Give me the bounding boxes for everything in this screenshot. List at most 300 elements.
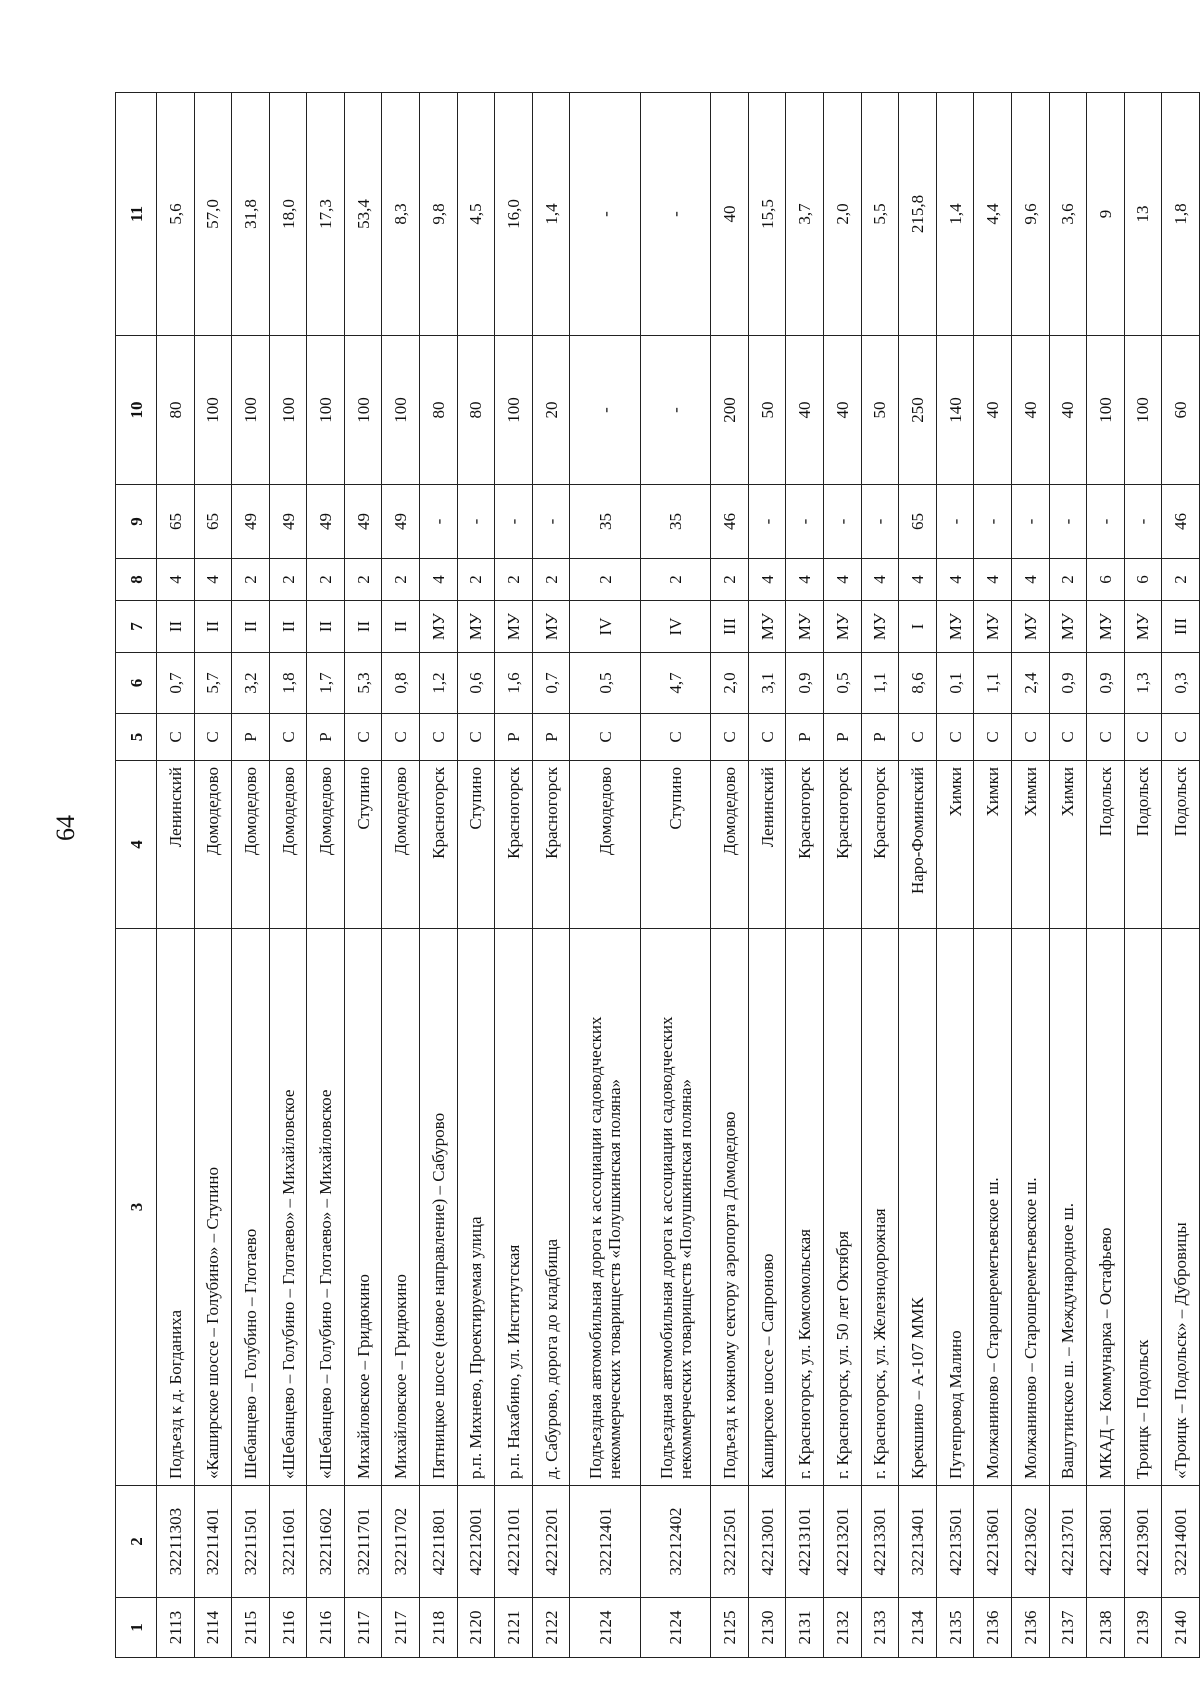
road-name-cell: Михайловское – Гридюкино: [344, 929, 382, 1486]
district-cell: Ступино: [344, 761, 382, 929]
row-number-cell: 2118: [420, 1598, 458, 1658]
lanes-cell: 6: [1087, 559, 1125, 601]
road-name-cell: Троицк – Подольск: [1124, 929, 1162, 1486]
district-cell: Домодедово: [232, 761, 270, 929]
ownership-cell: С: [640, 714, 710, 761]
lanes-cell: 2: [232, 559, 270, 601]
road-id-cell: 42213701: [1049, 1486, 1087, 1598]
width-cell: 65: [194, 485, 232, 559]
road-name-cell: Подъезд к южному сектору аэропорта Домодедово: [711, 929, 749, 1486]
category-cell: II: [382, 601, 420, 653]
category-cell: МУ: [532, 601, 570, 653]
category-cell: МУ: [974, 601, 1012, 653]
row-number-cell: 2135: [936, 1598, 974, 1658]
row-number-cell: 2115: [232, 1598, 270, 1658]
lanes-cell: 2: [1049, 559, 1087, 601]
table-row: [307, 93, 345, 1658]
row-number-cell: 2124: [570, 1598, 640, 1658]
length-cell: 1,3: [1124, 653, 1162, 714]
road-registry-table: [115, 92, 1200, 1658]
ownership-cell: С: [936, 714, 974, 761]
length-cell: 0,8: [382, 653, 420, 714]
road-name-cell: р.п. Михнево, Проектируемая улица: [457, 929, 495, 1486]
table-row: [232, 93, 270, 1658]
column-header: 4: [116, 761, 157, 929]
table-row: [861, 93, 899, 1658]
category-cell: МУ: [861, 601, 899, 653]
ownership-cell: Р: [495, 714, 533, 761]
ownership-cell: Р: [861, 714, 899, 761]
table-row: [974, 93, 1012, 1658]
district-cell: Красногорск: [824, 761, 862, 929]
district-cell: Химки: [974, 761, 1012, 929]
value-cell: 2,0: [824, 93, 862, 336]
ownership-cell: Р: [532, 714, 570, 761]
width-cell: -: [861, 485, 899, 559]
lanes-cell: 2: [307, 559, 345, 601]
road-id-cell: 32214001: [1162, 1486, 1200, 1598]
width-cell: 65: [157, 485, 195, 559]
lanes-cell: 4: [1011, 559, 1049, 601]
category-cell: МУ: [457, 601, 495, 653]
lanes-cell: 2: [457, 559, 495, 601]
lanes-cell: 4: [861, 559, 899, 601]
district-cell: Химки: [1049, 761, 1087, 929]
length-cell: 5,7: [194, 653, 232, 714]
traffic-cell: 100: [194, 336, 232, 485]
traffic-cell: 100: [1087, 336, 1125, 485]
length-cell: 3,1: [748, 653, 786, 714]
row-number-cell: 2131: [786, 1598, 824, 1658]
road-name-cell: Молжаниново – Старошереметьевское ш.: [1011, 929, 1049, 1486]
row-number-cell: 2117: [344, 1598, 382, 1658]
district-cell: Красногорск: [861, 761, 899, 929]
table-row: [1087, 93, 1125, 1658]
width-cell: 35: [640, 485, 710, 559]
traffic-cell: 100: [382, 336, 420, 485]
category-cell: МУ: [1011, 601, 1049, 653]
road-name-cell: Подъездная автомобильная дорога к ассоциации садоводческих некоммерческих товариществ «Полушкинская поляна»: [640, 929, 710, 1486]
length-cell: 0,9: [1049, 653, 1087, 714]
road-name-cell: р.п. Нахабино, ул. Институтская: [495, 929, 533, 1486]
value-cell: 215,8: [899, 93, 937, 336]
table-row: [570, 93, 640, 1658]
column-header: 10: [116, 336, 157, 485]
traffic-cell: 40: [1049, 336, 1087, 485]
table-row: [420, 93, 458, 1658]
length-cell: 1,1: [861, 653, 899, 714]
column-header: 2: [116, 1486, 157, 1598]
length-cell: 4,7: [640, 653, 710, 714]
traffic-cell: 80: [457, 336, 495, 485]
row-number-cell: 2130: [748, 1598, 786, 1658]
value-cell: 17,3: [307, 93, 345, 336]
column-header: 7: [116, 601, 157, 653]
lanes-cell: 4: [420, 559, 458, 601]
ownership-cell: С: [748, 714, 786, 761]
category-cell: МУ: [495, 601, 533, 653]
traffic-cell: 200: [711, 336, 749, 485]
width-cell: 46: [711, 485, 749, 559]
road-id-cell: 42212001: [457, 1486, 495, 1598]
category-cell: II: [157, 601, 195, 653]
road-id-cell: 42213001: [748, 1486, 786, 1598]
road-id-cell: 32212402: [640, 1486, 710, 1598]
value-cell: -: [640, 93, 710, 336]
value-cell: 4,5: [457, 93, 495, 336]
width-cell: -: [1049, 485, 1087, 559]
row-number-cell: 2125: [711, 1598, 749, 1658]
road-id-cell: 32211602: [307, 1486, 345, 1598]
value-cell: 8,3: [382, 93, 420, 336]
traffic-cell: 50: [861, 336, 899, 485]
table-row: [157, 93, 195, 1658]
table-row: [382, 93, 420, 1658]
traffic-cell: 20: [532, 336, 570, 485]
district-cell: Подольск: [1162, 761, 1200, 929]
road-id-cell: 42213901: [1124, 1486, 1162, 1598]
district-cell: Домодедово: [194, 761, 232, 929]
road-id-cell: 42213501: [936, 1486, 974, 1598]
road-name-cell: Шебанцево – Голубино – Глотаево: [232, 929, 270, 1486]
ownership-cell: С: [157, 714, 195, 761]
row-number-cell: 2120: [457, 1598, 495, 1658]
row-number-cell: 2117: [382, 1598, 420, 1658]
value-cell: 5,6: [157, 93, 195, 336]
value-cell: 3,6: [1049, 93, 1087, 336]
row-number-cell: 2136: [1011, 1598, 1049, 1658]
road-id-cell: 42212101: [495, 1486, 533, 1598]
road-id-cell: 42213201: [824, 1486, 862, 1598]
district-cell: Домодедово: [711, 761, 749, 929]
width-cell: 49: [382, 485, 420, 559]
category-cell: МУ: [420, 601, 458, 653]
width-cell: 49: [232, 485, 270, 559]
table-row: [194, 93, 232, 1658]
district-cell: Домодедово: [307, 761, 345, 929]
traffic-cell: 100: [1124, 336, 1162, 485]
lanes-cell: 2: [269, 559, 307, 601]
road-id-cell: 42212201: [532, 1486, 570, 1598]
ownership-cell: Р: [786, 714, 824, 761]
road-name-cell: Путепровод Малино: [936, 929, 974, 1486]
traffic-cell: -: [570, 336, 640, 485]
row-number-cell: 2134: [899, 1598, 937, 1658]
ownership-cell: С: [974, 714, 1012, 761]
road-name-cell: Каширское шоссе – Сапроново: [748, 929, 786, 1486]
length-cell: 1,2: [420, 653, 458, 714]
column-header: 9: [116, 485, 157, 559]
value-cell: 31,8: [232, 93, 270, 336]
category-cell: МУ: [786, 601, 824, 653]
ownership-cell: С: [194, 714, 232, 761]
road-name-cell: г. Красногорск, ул. Железнодорожная: [861, 929, 899, 1486]
width-cell: 46: [1162, 485, 1200, 559]
category-cell: МУ: [748, 601, 786, 653]
district-cell: Красногорск: [532, 761, 570, 929]
width-cell: -: [824, 485, 862, 559]
road-id-cell: 42213601: [974, 1486, 1012, 1598]
category-cell: II: [269, 601, 307, 653]
table-body: [157, 93, 1200, 1658]
row-number-cell: 2124: [640, 1598, 710, 1658]
width-cell: -: [1087, 485, 1125, 559]
ownership-cell: С: [344, 714, 382, 761]
column-header: 11: [116, 93, 157, 336]
table-row: [899, 93, 937, 1658]
lanes-cell: 2: [344, 559, 382, 601]
value-cell: 15,5: [748, 93, 786, 336]
row-number-cell: 2133: [861, 1598, 899, 1658]
road-name-cell: Крекшино – А-107 ММК: [899, 929, 937, 1486]
traffic-cell: 40: [1011, 336, 1049, 485]
value-cell: 1,4: [936, 93, 974, 336]
lanes-cell: 4: [824, 559, 862, 601]
column-header: 6: [116, 653, 157, 714]
row-number-cell: 2114: [194, 1598, 232, 1658]
district-cell: Красногорск: [786, 761, 824, 929]
table-row: [936, 93, 974, 1658]
width-cell: -: [495, 485, 533, 559]
district-cell: Наро-Фоминский: [899, 761, 937, 929]
value-cell: 9,8: [420, 93, 458, 336]
page-number: 64: [51, 815, 80, 841]
value-cell: 53,4: [344, 93, 382, 336]
ownership-cell: С: [899, 714, 937, 761]
road-id-cell: 32213401: [899, 1486, 937, 1598]
row-number-cell: 2138: [1087, 1598, 1125, 1658]
lanes-cell: 2: [570, 559, 640, 601]
district-cell: Химки: [936, 761, 974, 929]
road-name-cell: г. Красногорск, ул. 50 лет Октября: [824, 929, 862, 1486]
road-id-cell: 42213301: [861, 1486, 899, 1598]
traffic-cell: 80: [157, 336, 195, 485]
value-cell: 4,4: [974, 93, 1012, 336]
district-cell: Ленинский: [748, 761, 786, 929]
width-cell: -: [532, 485, 570, 559]
lanes-cell: 4: [899, 559, 937, 601]
lanes-cell: 2: [382, 559, 420, 601]
row-number-cell: 2137: [1049, 1598, 1087, 1658]
width-cell: 35: [570, 485, 640, 559]
ownership-cell: С: [382, 714, 420, 761]
table-row: [1124, 93, 1162, 1658]
road-id-cell: 32211701: [344, 1486, 382, 1598]
category-cell: МУ: [1124, 601, 1162, 653]
road-id-cell: 32211501: [232, 1486, 270, 1598]
table-row: [495, 93, 533, 1658]
district-cell: Домодедово: [382, 761, 420, 929]
lanes-cell: 4: [786, 559, 824, 601]
length-cell: 0,9: [1087, 653, 1125, 714]
value-cell: -: [570, 93, 640, 336]
table-row: [344, 93, 382, 1658]
value-cell: 13: [1124, 93, 1162, 336]
header-row: [116, 93, 157, 1658]
traffic-cell: 100: [307, 336, 345, 485]
road-name-cell: МКАД – Коммунарка – Остафьево: [1087, 929, 1125, 1486]
category-cell: II: [232, 601, 270, 653]
road-name-cell: «Каширское шоссе – Голубино» – Ступино: [194, 929, 232, 1486]
table-row: [711, 93, 749, 1658]
width-cell: -: [420, 485, 458, 559]
width-cell: 65: [899, 485, 937, 559]
lanes-cell: 2: [711, 559, 749, 601]
traffic-cell: 100: [344, 336, 382, 485]
lanes-cell: 4: [157, 559, 195, 601]
lanes-cell: 2: [532, 559, 570, 601]
ownership-cell: С: [420, 714, 458, 761]
category-cell: МУ: [824, 601, 862, 653]
traffic-cell: 60: [1162, 336, 1200, 485]
traffic-cell: 40: [974, 336, 1012, 485]
length-cell: 0,5: [824, 653, 862, 714]
width-cell: -: [748, 485, 786, 559]
district-cell: Ступино: [640, 761, 710, 929]
road-id-cell: 32211401: [194, 1486, 232, 1598]
row-number-cell: 2122: [532, 1598, 570, 1658]
value-cell: 5,5: [861, 93, 899, 336]
road-name-cell: Подъезд к д. Богданиха: [157, 929, 195, 1486]
district-cell: Красногорск: [495, 761, 533, 929]
value-cell: 57,0: [194, 93, 232, 336]
length-cell: 0,3: [1162, 653, 1200, 714]
table-row: [786, 93, 824, 1658]
value-cell: 9: [1087, 93, 1125, 336]
lanes-cell: 2: [640, 559, 710, 601]
district-cell: Красногорск: [420, 761, 458, 929]
value-cell: 1,4: [532, 93, 570, 336]
category-cell: МУ: [1049, 601, 1087, 653]
district-cell: Ленинский: [157, 761, 195, 929]
road-name-cell: «Шебанцево – Голубино – Глотаево» – Михайловское: [307, 929, 345, 1486]
row-number-cell: 2140: [1162, 1598, 1200, 1658]
ownership-cell: С: [1124, 714, 1162, 761]
ownership-cell: С: [1087, 714, 1125, 761]
ownership-cell: С: [711, 714, 749, 761]
district-cell: Химки: [1011, 761, 1049, 929]
road-id-cell: 32212501: [711, 1486, 749, 1598]
column-header: 1: [116, 1598, 157, 1658]
category-cell: IV: [570, 601, 640, 653]
road-id-cell: 42213602: [1011, 1486, 1049, 1598]
length-cell: 0,5: [570, 653, 640, 714]
width-cell: -: [1124, 485, 1162, 559]
road-id-cell: 32212401: [570, 1486, 640, 1598]
lanes-cell: 4: [194, 559, 232, 601]
lanes-cell: 6: [1124, 559, 1162, 601]
lanes-cell: 2: [1162, 559, 1200, 601]
district-cell: Домодедово: [570, 761, 640, 929]
traffic-cell: 100: [269, 336, 307, 485]
length-cell: 0,6: [457, 653, 495, 714]
category-cell: II: [194, 601, 232, 653]
road-id-cell: 32211702: [382, 1486, 420, 1598]
ownership-cell: С: [457, 714, 495, 761]
road-id-cell: 42213101: [786, 1486, 824, 1598]
column-header: 3: [116, 929, 157, 1486]
traffic-cell: -: [640, 336, 710, 485]
road-name-cell: Пятницкое шоссе (новое направление) – Сабурово: [420, 929, 458, 1486]
ownership-cell: Р: [307, 714, 345, 761]
length-cell: 3,2: [232, 653, 270, 714]
value-cell: 1,8: [1162, 93, 1200, 336]
district-cell: Домодедово: [269, 761, 307, 929]
ownership-cell: Р: [824, 714, 862, 761]
length-cell: 8,6: [899, 653, 937, 714]
value-cell: 3,7: [786, 93, 824, 336]
traffic-cell: 100: [495, 336, 533, 485]
value-cell: 9,6: [1011, 93, 1049, 336]
length-cell: 1,1: [974, 653, 1012, 714]
traffic-cell: 140: [936, 336, 974, 485]
category-cell: МУ: [936, 601, 974, 653]
traffic-cell: 40: [824, 336, 862, 485]
district-cell: Подольск: [1124, 761, 1162, 929]
ownership-cell: С: [269, 714, 307, 761]
road-name-cell: г. Красногорск, ул. Комсомольская: [786, 929, 824, 1486]
road-name-cell: «Троицк – Подольск» – Дубровицы: [1162, 929, 1200, 1486]
value-cell: 18,0: [269, 93, 307, 336]
road-name-cell: Вашутинское ш. – Международное ш.: [1049, 929, 1087, 1486]
row-number-cell: 2139: [1124, 1598, 1162, 1658]
width-cell: -: [786, 485, 824, 559]
table-row: [269, 93, 307, 1658]
table-row: [1011, 93, 1049, 1658]
length-cell: 2,0: [711, 653, 749, 714]
district-cell: Ступино: [457, 761, 495, 929]
traffic-cell: 250: [899, 336, 937, 485]
width-cell: 49: [269, 485, 307, 559]
road-name-cell: «Шебанцево – Голубино – Глотаево» – Михайловское: [269, 929, 307, 1486]
length-cell: 5,3: [344, 653, 382, 714]
value-cell: 40: [711, 93, 749, 336]
ownership-cell: Р: [232, 714, 270, 761]
row-number-cell: 2113: [157, 1598, 195, 1658]
table-row: [1049, 93, 1087, 1658]
traffic-cell: 80: [420, 336, 458, 485]
road-name-cell: Молжаниново – Старошереметьевское ш.: [974, 929, 1012, 1486]
traffic-cell: 40: [786, 336, 824, 485]
row-number-cell: 2121: [495, 1598, 533, 1658]
width-cell: -: [974, 485, 1012, 559]
length-cell: 2,4: [1011, 653, 1049, 714]
value-cell: 16,0: [495, 93, 533, 336]
table-row: [532, 93, 570, 1658]
table-row: [1162, 93, 1200, 1658]
category-cell: II: [307, 601, 345, 653]
road-name-cell: Подъездная автомобильная дорога к ассоциации садоводческих некоммерческих товариществ «Полушкинская поляна»: [570, 929, 640, 1486]
table-row: [748, 93, 786, 1658]
length-cell: 0,7: [532, 653, 570, 714]
length-cell: 0,7: [157, 653, 195, 714]
road-id-cell: 32211601: [269, 1486, 307, 1598]
category-cell: IV: [640, 601, 710, 653]
row-number-cell: 2132: [824, 1598, 862, 1658]
table-row: [457, 93, 495, 1658]
ownership-cell: С: [1011, 714, 1049, 761]
lanes-cell: 4: [748, 559, 786, 601]
lanes-cell: 4: [936, 559, 974, 601]
rotated-table-container: [115, 93, 1200, 1658]
column-header: 8: [116, 559, 157, 601]
row-number-cell: 2116: [269, 1598, 307, 1658]
width-cell: 49: [344, 485, 382, 559]
width-cell: -: [936, 485, 974, 559]
category-cell: III: [1162, 601, 1200, 653]
traffic-cell: 100: [232, 336, 270, 485]
lanes-cell: 2: [495, 559, 533, 601]
